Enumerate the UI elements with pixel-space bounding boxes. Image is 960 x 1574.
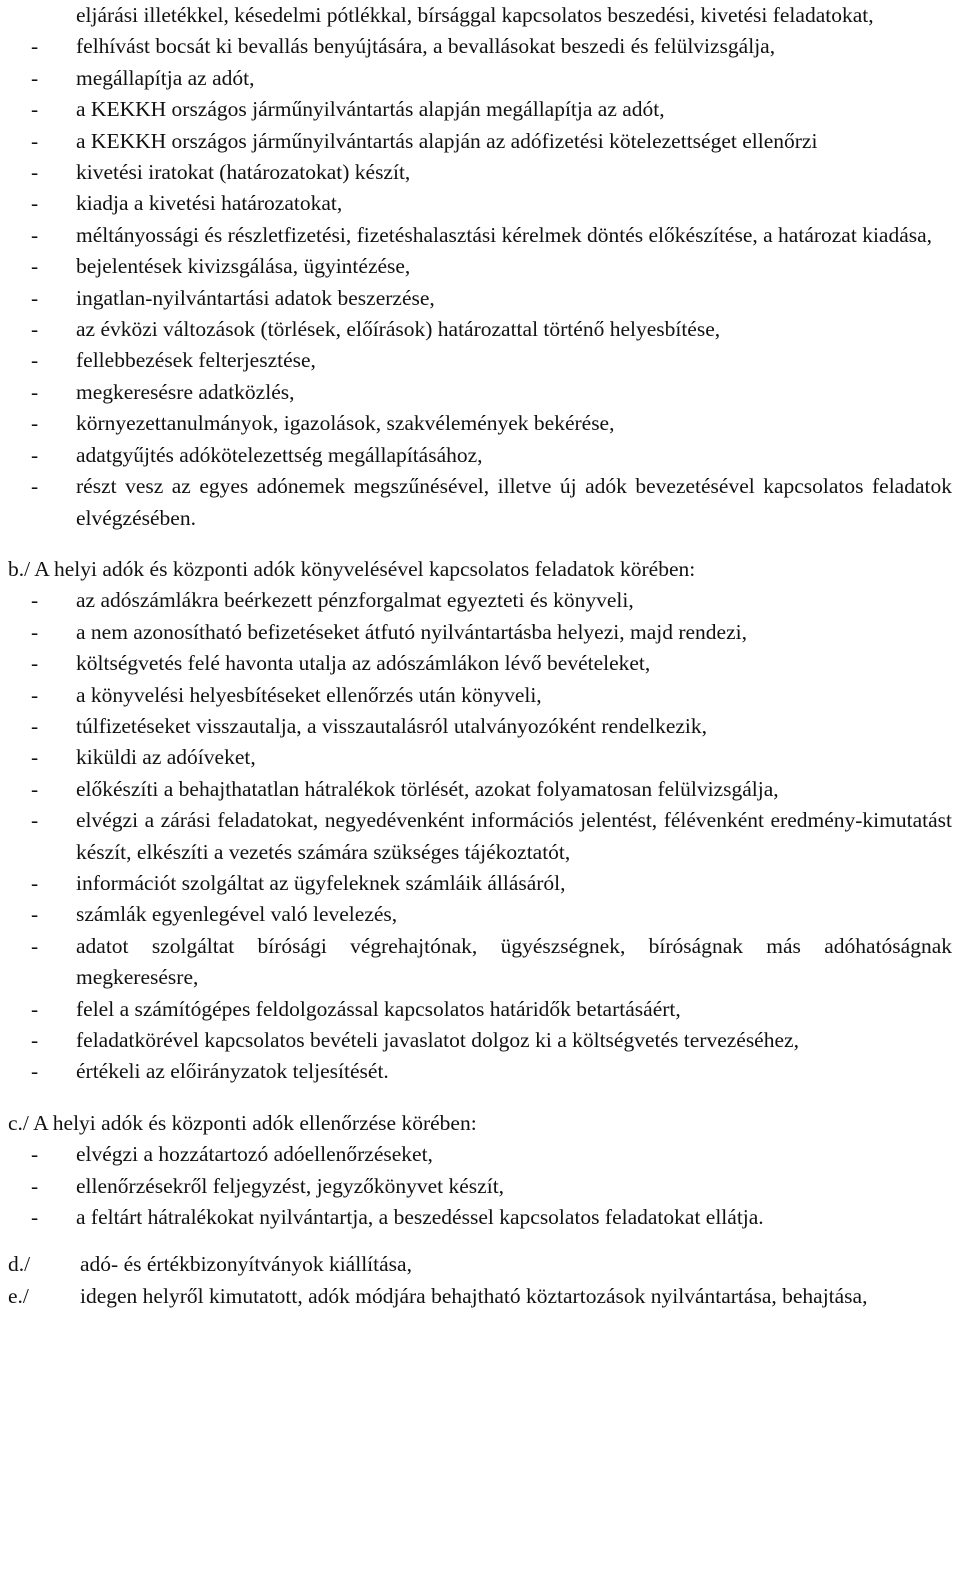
list-item bbox=[31, 408, 952, 439]
dash-marker: - bbox=[31, 1173, 39, 1198]
list-item-text: felel a számítógépes feldolgozással kapcsolatos határidők betartásáért, bbox=[76, 996, 681, 1021]
section-e-marker: e./ bbox=[8, 1283, 29, 1308]
dash-marker: - bbox=[31, 933, 39, 958]
dash-marker: - bbox=[31, 222, 39, 247]
spacer bbox=[0, 1233, 960, 1249]
list-item bbox=[31, 742, 952, 773]
list-item-text: a feltárt hátralékokat nyilvántartja, a beszedéssel kapcsolatos feladatokat ellátja. bbox=[76, 1205, 764, 1230]
section-c-heading: c./ A helyi adók és központi adók ellenőrzése körében: bbox=[8, 1110, 477, 1135]
list-item bbox=[31, 345, 952, 376]
list-item-text: méltányossági és részletfizetési, fizetéshalasztási kérelmek döntés előkészítése, a határozat kiadása, bbox=[76, 222, 933, 247]
list-item-text: elvégzi a zárási feladatokat, negyedévenként információs jelentést, félévenként eredmény-kimutatást készít, elkészíti a vezetés számára szükséges tájékoztatót, bbox=[76, 808, 952, 864]
list-item-text: adatot szolgáltat bírósági végrehajtónak, ügyészségnek, bíróságnak más adóhatóságnak megkeresésre, bbox=[76, 933, 952, 990]
dash-marker: - bbox=[31, 1028, 39, 1052]
list-item-text: előkészíti a behajthatatlan hátralékok törlését, azokat folyamatosan felülvizsgálja, bbox=[76, 776, 779, 801]
section-c-list bbox=[0, 1139, 960, 1233]
list-item bbox=[31, 1171, 952, 1202]
list-item-text: számlák egyenlegével való levelezés, bbox=[76, 902, 398, 927]
list-item bbox=[31, 680, 952, 711]
dash-marker: - bbox=[31, 285, 39, 310]
list-item-text: a könyvelési helyesbítéseket ellenőrzés után könyveli, bbox=[76, 682, 542, 707]
list-item bbox=[31, 63, 952, 94]
dash-marker: - bbox=[31, 128, 39, 153]
list-item-text: információt szolgáltat az ügyfeleknek számláik állásáról, bbox=[76, 870, 566, 895]
list-item-text: értékeli az előirányzatok teljesítését. bbox=[76, 1059, 389, 1084]
dash-marker: - bbox=[31, 745, 39, 770]
section-b bbox=[0, 554, 960, 1088]
dash-marker: - bbox=[31, 1142, 39, 1167]
dash-marker: - bbox=[31, 317, 39, 342]
dash-marker: - bbox=[31, 651, 39, 676]
dash-marker: - bbox=[31, 1205, 39, 1230]
list-item bbox=[31, 440, 952, 471]
dash-marker: - bbox=[31, 996, 39, 1021]
list-item bbox=[31, 94, 952, 125]
list-item-text: kivetési iratokat (határozatokat) készít, bbox=[76, 160, 411, 185]
list-item bbox=[31, 711, 952, 742]
dash-marker: - bbox=[31, 776, 39, 801]
dash-marker: - bbox=[31, 474, 39, 499]
list-item bbox=[31, 314, 952, 345]
list-item-text: bejelentések kivizsgálása, ügyintézése, bbox=[76, 254, 411, 279]
dash-marker: - bbox=[31, 713, 39, 738]
section-d-marker: d./ bbox=[8, 1252, 31, 1277]
list-item bbox=[31, 648, 952, 679]
list-item bbox=[31, 188, 952, 219]
list-item bbox=[31, 1025, 952, 1056]
dash-marker: - bbox=[31, 379, 39, 404]
list-item-text: kiadja a kivetési határozatokat, bbox=[76, 191, 343, 216]
list-item-text: ingatlan-nyilvántartási adatok beszerzése, bbox=[76, 285, 435, 310]
list-item bbox=[31, 157, 952, 188]
list-item-text: feladatkörével kapcsolatos bevételi javaslatot dolgoz ki a költségvetés tervezéséhez, bbox=[76, 1028, 799, 1052]
dash-marker: - bbox=[31, 588, 39, 613]
section-d-text: adó- és értékbizonyítványok kiállítása, bbox=[80, 1252, 412, 1277]
list-item bbox=[31, 899, 952, 930]
dash-marker: - bbox=[31, 442, 39, 467]
section-d bbox=[8, 1249, 952, 1280]
list-item bbox=[31, 994, 952, 1025]
list-item-text: a KEKKH országos járműnyilvántartás alapján az adófizetési kötelezettséget ellenőrzi bbox=[76, 128, 818, 153]
list-item-text: megkeresésre adatközlés, bbox=[76, 379, 295, 404]
dash-marker: - bbox=[31, 808, 39, 833]
dash-marker: - bbox=[31, 348, 39, 373]
list-item-text: fellebbezések felterjesztése, bbox=[76, 348, 316, 373]
list-item-text: az évközi változások (törlések, előírások) határozattal történő helyesbítése, bbox=[76, 317, 721, 342]
dash-marker: - bbox=[31, 65, 39, 90]
list-a bbox=[0, 31, 960, 534]
list-item bbox=[31, 1202, 952, 1233]
dash-marker: - bbox=[31, 1059, 39, 1084]
list-item-text: ellenőrzésekről feljegyzést, jegyzőkönyvet készít, bbox=[76, 1173, 505, 1198]
list-item bbox=[31, 805, 952, 868]
dash-marker: - bbox=[31, 254, 39, 279]
dash-marker: - bbox=[31, 411, 39, 436]
list-item bbox=[31, 251, 952, 282]
list-item-text: elvégzi a hozzátartozó adóellenőrzéseket, bbox=[76, 1142, 433, 1167]
list-item-text: környezettanulmányok, igazolások, szakvélemények bekérése, bbox=[76, 411, 615, 436]
section-e-text: idegen helyről kimutatott, adók módjára behajtható köztartozások nyilvántartása, behajtása, bbox=[80, 1283, 868, 1308]
list-item-text: költségvetés felé havonta utalja az adószámlákon lévő bevételeket, bbox=[76, 651, 651, 676]
list-item bbox=[31, 377, 952, 408]
list-item-text: a KEKKH országos járműnyilvántartás alapján megállapítja az adót, bbox=[76, 97, 665, 122]
list-item-text: felhívást bocsát ki bevallás benyújtására, a bevallásokat beszedi és felülvizsgálja, bbox=[76, 34, 776, 59]
list-item bbox=[31, 931, 952, 994]
list-item-text: túlfizetéseket visszautalja, a visszautalásról utalványozóként rendelkezik, bbox=[76, 713, 708, 738]
list-item bbox=[31, 585, 952, 616]
list-item-text: részt vesz az egyes adónemek megszűnésével, illetve új adók bevezetésével kapcsolatos feladatok elvégzésében. bbox=[76, 474, 952, 530]
dash-marker: - bbox=[31, 870, 39, 895]
list-item-text: adatgyűjtés adókötelezettség megállapításához, bbox=[76, 442, 483, 467]
dash-marker: - bbox=[31, 682, 39, 707]
section-c bbox=[0, 1108, 960, 1234]
list-item-text: megállapítja az adót, bbox=[76, 65, 255, 90]
intro-continuation: eljárási illetékkel, késedelmi pótlékkal, bírsággal kapcsolatos beszedési, kivetési feladatokat, bbox=[76, 3, 874, 27]
list-item-text: az adószámlákra beérkezett pénzforgalmat egyezteti és könyveli, bbox=[76, 588, 634, 613]
section-b-list bbox=[0, 585, 960, 1088]
dash-marker: - bbox=[31, 160, 39, 185]
section-b-heading: b./ A helyi adók és központi adók könyvelésével kapcsolatos feladatok körében: bbox=[8, 556, 696, 581]
list-item bbox=[31, 1056, 952, 1087]
dash-marker: - bbox=[31, 34, 39, 59]
list-item bbox=[31, 471, 952, 534]
dash-marker: - bbox=[31, 97, 39, 122]
list-item bbox=[31, 220, 952, 251]
dash-marker: - bbox=[31, 191, 39, 216]
list-item bbox=[31, 126, 952, 157]
list-item-text: kiküldi az adóíveket, bbox=[76, 745, 256, 770]
list-item-text: a nem azonosítható befizetéseket átfutó nyilvántartásba helyezi, majd rendezi, bbox=[76, 619, 747, 644]
dash-marker: - bbox=[31, 619, 39, 644]
list-item bbox=[31, 1139, 952, 1170]
list-item bbox=[31, 868, 952, 899]
list-item bbox=[31, 774, 952, 805]
list-item bbox=[31, 617, 952, 648]
list-item bbox=[31, 283, 952, 314]
list-item bbox=[31, 31, 952, 62]
section-e bbox=[8, 1281, 952, 1312]
dash-marker: - bbox=[31, 902, 39, 927]
